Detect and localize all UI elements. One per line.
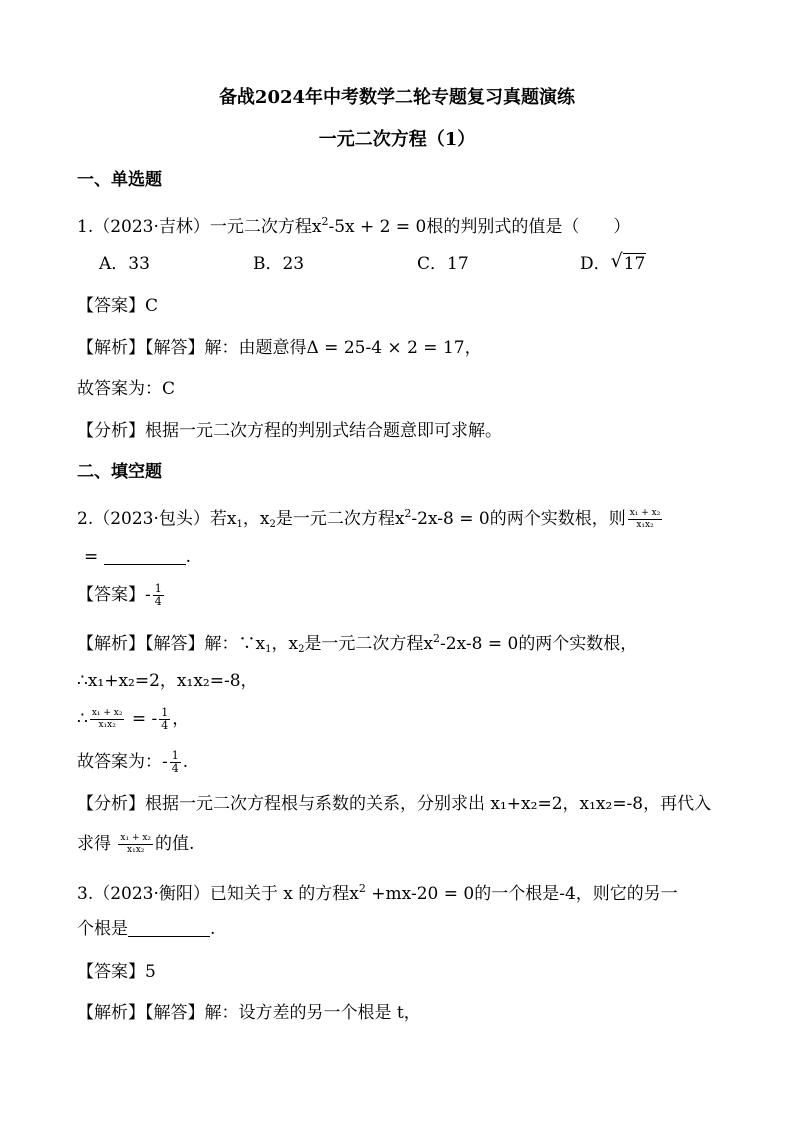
q2-note-line-1: 【分析】根据一元二次方程根与系数的关系，分别求出 x₁+x₂=2，x₁x₂=-8，再代入 bbox=[77, 794, 712, 814]
square-root-symbol: √ 17 bbox=[610, 250, 646, 274]
q2-sub-1: 1 bbox=[236, 519, 243, 530]
q2-analysis-sub-1: 1 bbox=[265, 644, 272, 655]
q2-analysis-result-denominator: 4 bbox=[161, 719, 169, 732]
question-3-stem-line-2 bbox=[77, 917, 215, 941]
q1-equation-exponent: 2 bbox=[321, 215, 329, 228]
q2-note-fraction bbox=[118, 833, 153, 856]
q2-fraction bbox=[628, 508, 663, 531]
q2-note-line-2 bbox=[77, 832, 194, 856]
q2-equation-rest: -2x-8 = 0 bbox=[411, 509, 490, 529]
q1-conclusion: 故答案为：C bbox=[77, 379, 176, 399]
q1-option-d-radicand: 17 bbox=[623, 254, 646, 274]
q2-note-fraction-denominator: x₁x₂ bbox=[127, 845, 145, 855]
q1-stem-tail: 根的判别式的值是（ ） bbox=[426, 217, 631, 237]
q2-analysis-equation-x: x bbox=[423, 634, 434, 654]
q2-conclusion-text: 故答案为：- bbox=[77, 752, 168, 772]
q2-equation-exponent: 2 bbox=[404, 507, 412, 520]
q2-analysis-fraction-denominator: x₁x₂ bbox=[98, 720, 116, 730]
q3-stem-text: 3.（2023·衡阳）已知关于 x 的方程 bbox=[77, 884, 350, 904]
q1-answer: 【答案】C bbox=[77, 296, 159, 316]
q2-stem-text: 2.（2023·包头）若 bbox=[77, 509, 227, 529]
q2-analysis-fraction-numerator: x₁ + x₂ bbox=[91, 708, 123, 718]
q2-analysis-result-numerator: 1 bbox=[161, 706, 169, 719]
q3-equation-x: x bbox=[349, 884, 359, 904]
q1-equation-rest: -5x + 2 = 0 bbox=[328, 217, 427, 237]
q2-conclusion bbox=[77, 750, 188, 775]
q2-equals: = bbox=[84, 547, 99, 567]
q3-stem-tail: 的一个根是-4，则它的另一 bbox=[474, 884, 678, 904]
q2-analysis-fraction bbox=[90, 708, 125, 731]
section-heading-fill-blank: 二、填空题 bbox=[77, 462, 162, 482]
q2-conclusion-end: . bbox=[182, 752, 189, 772]
q2-answer-blank bbox=[104, 548, 186, 565]
q2-note-text: 求得 bbox=[77, 834, 111, 854]
question-1-stem bbox=[77, 210, 630, 239]
q2-fraction-numerator: x₁ + x₂ bbox=[629, 508, 661, 518]
question-3-stem-line-1 bbox=[77, 877, 678, 906]
q1-option-a: A．33 bbox=[99, 254, 150, 274]
q2-var-x2: x bbox=[259, 509, 270, 529]
q1-analysis-text: 【解析】【解答】解：由题意得 bbox=[77, 338, 307, 358]
q2-stem-mid: 是一元二次方程 bbox=[275, 509, 395, 529]
q1-option-b: B．23 bbox=[253, 254, 305, 274]
q2-analysis-result-fraction bbox=[159, 707, 170, 732]
q2-comma: ， bbox=[242, 509, 260, 529]
q1-stem-text: 1.（2023·吉林）一元二次方程 bbox=[77, 217, 312, 237]
q2-period: . bbox=[185, 547, 192, 567]
question-2-stem bbox=[77, 502, 664, 537]
q1-analysis-equation: Δ = 25-4 × 2 = 17 bbox=[306, 338, 465, 358]
q2-answer-label: 【答案】 bbox=[77, 585, 145, 605]
q2-therefore-symbol: ∴ bbox=[77, 709, 88, 729]
q3-stem-line-2-text: 个根是 bbox=[77, 919, 128, 939]
q2-analysis-mid: 是一元二次方程 bbox=[304, 634, 424, 654]
q3-answer: 【答案】5 bbox=[77, 962, 156, 982]
q2-fraction-denominator: x₁x₂ bbox=[636, 520, 654, 530]
q2-note-fraction-numerator: x₁ + x₂ bbox=[120, 833, 152, 843]
section-heading-single-choice: 一、单选题 bbox=[77, 170, 162, 190]
q2-analysis-var: ，x bbox=[271, 634, 299, 654]
q2-sub-2: 2 bbox=[269, 519, 276, 530]
q2-note-tail: 的值. bbox=[155, 834, 195, 854]
q1-analysis-end: ， bbox=[464, 338, 482, 358]
q2-equation-x: x bbox=[394, 509, 405, 529]
q2-conclusion-numerator: 1 bbox=[171, 749, 179, 762]
q1-option-d-label: D． bbox=[580, 254, 611, 274]
q2-analysis-equation: -2x-8 = 0 bbox=[440, 634, 519, 654]
q2-stem-tail: 的两个实数根，则 bbox=[489, 509, 626, 529]
q2-analysis-tail: 的两个实数根， bbox=[518, 634, 638, 654]
q2-analysis-sub-2: 2 bbox=[298, 644, 305, 655]
q2-answer-fraction bbox=[153, 583, 164, 608]
q2-analysis-exponent: 2 bbox=[433, 632, 441, 645]
q3-equation-rest: +mx-20 = 0 bbox=[365, 884, 475, 904]
q2-analysis-line-3 bbox=[77, 707, 189, 732]
page-subtitle: 一元二次方程（1） bbox=[318, 129, 476, 150]
q2-analysis-line-end: ， bbox=[172, 709, 190, 729]
q2-answer-denominator: 4 bbox=[154, 595, 162, 608]
q1-analysis bbox=[77, 336, 482, 360]
q1-note: 【分析】根据一元二次方程的判别式结合题意即可求解。 bbox=[77, 421, 502, 441]
q2-analysis-text: 【解析】【解答】解：∵x bbox=[77, 634, 266, 654]
q2-blank-line bbox=[84, 545, 191, 569]
q2-answer-numerator: 1 bbox=[154, 582, 162, 595]
q3-period: . bbox=[210, 919, 216, 939]
q2-answer bbox=[77, 583, 166, 608]
page-title: 备战2024年中考数学二轮专题复习真题演练 bbox=[218, 87, 576, 108]
q2-answer-sign: - bbox=[145, 585, 151, 605]
q3-answer-blank bbox=[128, 920, 210, 937]
q2-var-x1: x bbox=[226, 509, 237, 529]
q2-conclusion-fraction bbox=[170, 750, 181, 775]
q1-option-c: C．17 bbox=[417, 254, 469, 274]
q3-equation-exponent: 2 bbox=[358, 882, 366, 895]
q2-analysis-line-2: ∴x₁+x₂=2，x₁x₂=-8， bbox=[77, 671, 258, 691]
q2-conclusion-denominator: 4 bbox=[171, 762, 179, 775]
q1-option-d bbox=[580, 252, 646, 276]
q2-analysis-line-1 bbox=[77, 627, 637, 662]
q1-equation-x: x bbox=[311, 217, 322, 237]
q2-analysis-equals: = - bbox=[131, 709, 158, 729]
q3-analysis: 【解析】【解答】解：设方差的另一个根是 t， bbox=[77, 1003, 421, 1023]
